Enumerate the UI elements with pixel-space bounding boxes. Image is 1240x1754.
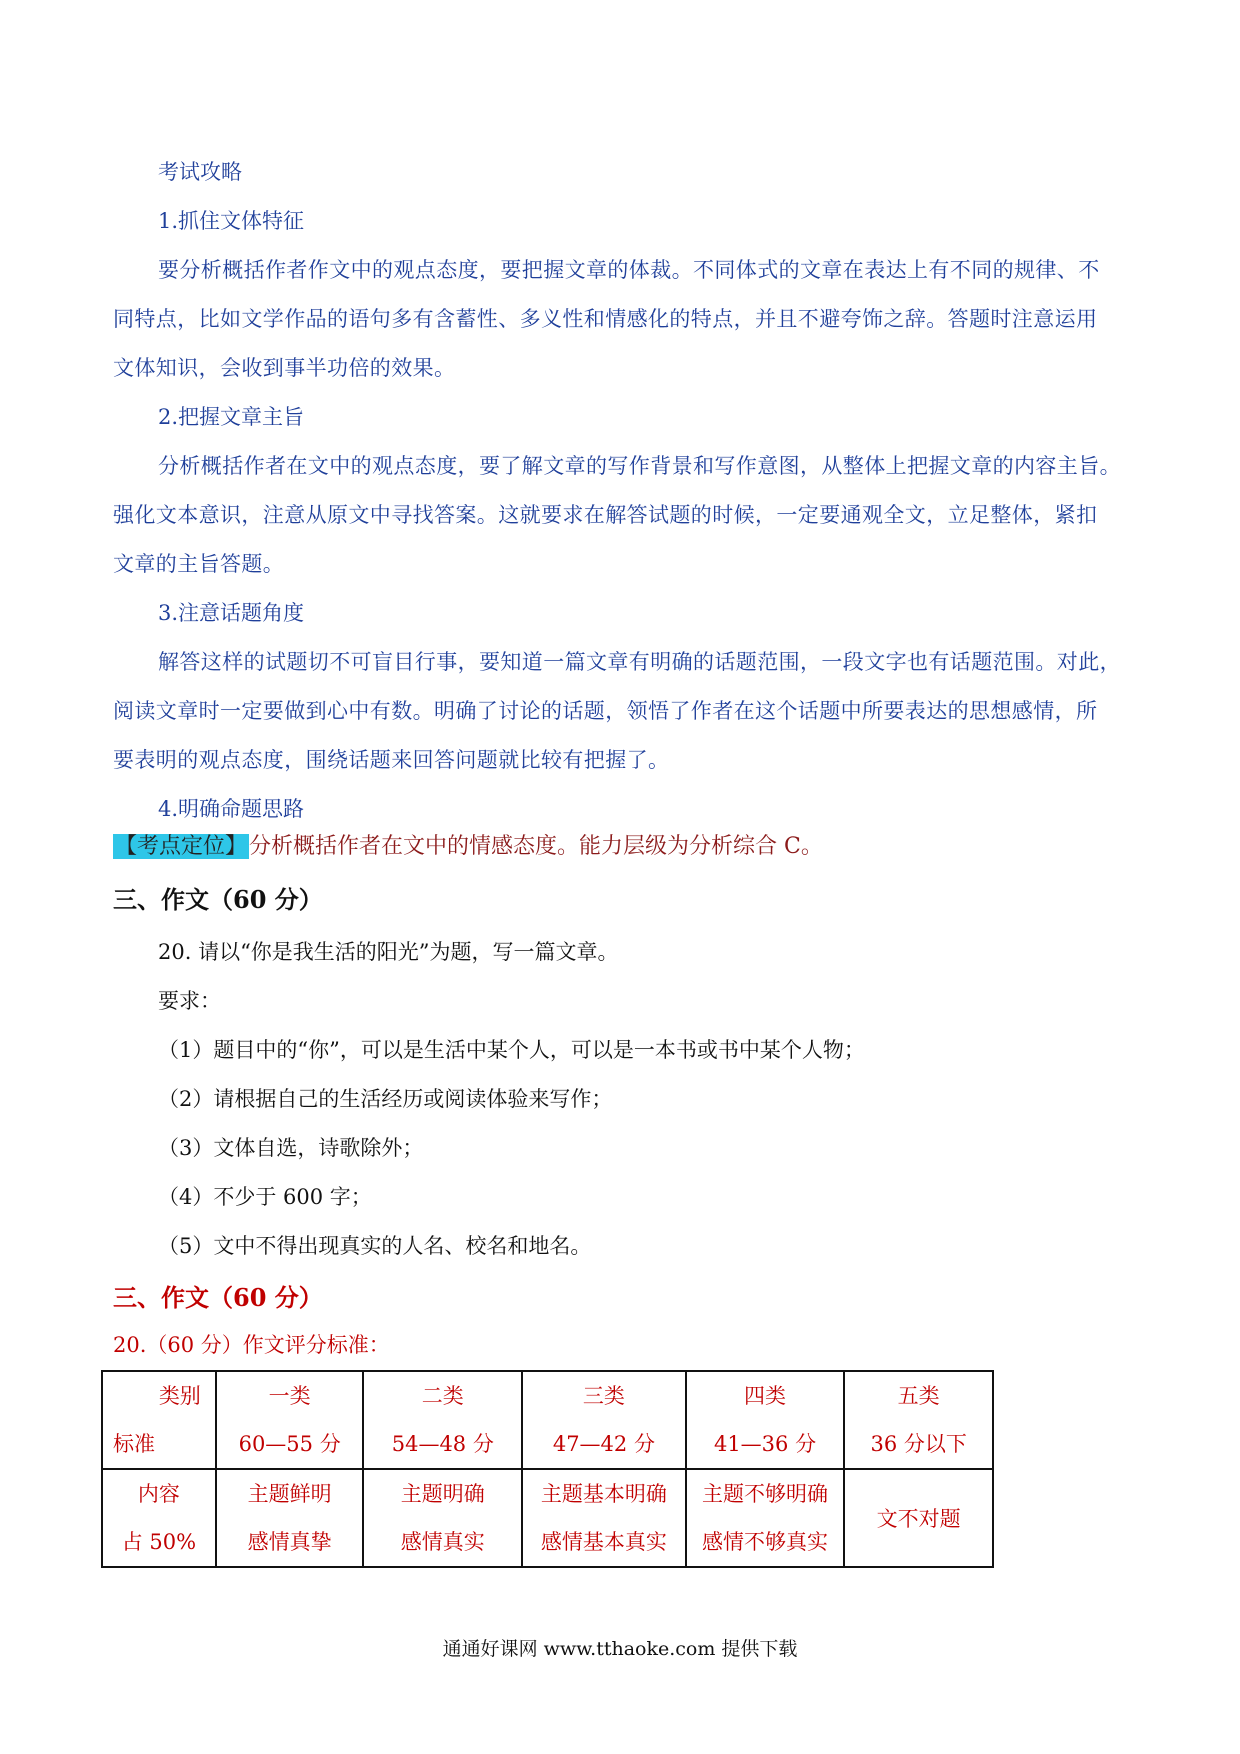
strategy-p3-line1: 解答这样的试题切不可盲目行事，要知道一篇文章有明确的话题范围，一段文字也有话题范围。对此， <box>158 650 1121 674</box>
table-cell: 内容 占 50% <box>102 1469 216 1567</box>
strategy-p2-line2: 强化文本意识，注意从原文中寻找答案。这就要求在解答试题的时候，一定要通观全文，立足整体，紧扣 <box>113 503 1098 527</box>
table-cell: 文不对题 <box>844 1469 993 1567</box>
strategy-p4-title: 4.明确命题思路 <box>158 797 305 821</box>
strategy-p1-line1: 要分析概括作者作文中的观点态度，要把握文章的体裁。不同体式的文章在表达上有不同的规律、不 <box>158 258 1100 282</box>
strategy-p2-line3: 文章的主旨答题。 <box>113 552 285 576</box>
section3-question: 20. 请以“你是我生活的阳光”为题，写一篇文章。 <box>158 940 619 964</box>
answer-heading: 三、作文（60 分） <box>113 1283 323 1312</box>
table-row <box>102 1469 993 1567</box>
section3-req-label: 要求： <box>158 989 221 1013</box>
table-cell: 三类 47—42 分 <box>522 1371 686 1469</box>
section3-req5: （5）文中不得出现真实的人名、校名和地名。 <box>158 1234 592 1258</box>
table-cell: 类别 标准 <box>102 1371 216 1469</box>
strategy-p2-line1: 分析概括作者在文中的观点态度，要了解文章的写作背景和写作意图，从整体上把握文章的内容主旨。 <box>158 454 1121 478</box>
strategy-p1-line2: 同特点，比如文学作品的语句多有含蓄性、多义性和情感化的特点，并且不避夸饰之辞。答题时注意运用 <box>113 307 1098 331</box>
table-cell: 二类 54—48 分 <box>363 1371 522 1469</box>
scoring-table <box>101 1370 994 1568</box>
kaodian-tag: 【考点定位】 <box>115 834 248 859</box>
section3-req3: （3）文体自选，诗歌除外； <box>158 1136 424 1160</box>
table-cell: 主题不够明确 感情不够真实 <box>686 1469 845 1567</box>
strategy-p3-line3: 要表明的观点态度，围绕话题来回答问题就比较有把握了。 <box>113 748 670 772</box>
table-cell: 五类 36 分以下 <box>844 1371 993 1469</box>
strategy-p1-line3: 文体知识，会收到事半功倍的效果。 <box>113 356 456 380</box>
page-footer: 通通好课网 www.tthaoke.com 提供下载 <box>442 1638 798 1660</box>
kaodian-text: 分析概括作者在文中的情感态度。能力层级为分析综合 C。 <box>249 834 823 859</box>
strategy-p2-title: 2.把握文章主旨 <box>158 405 305 429</box>
table-cell: 四类 41—36 分 <box>686 1371 845 1469</box>
table-row <box>102 1371 993 1469</box>
strategy-title: 考试攻略 <box>158 160 242 184</box>
table-cell: 主题明确 感情真实 <box>363 1469 522 1567</box>
table-cell: 主题基本明确 感情基本真实 <box>522 1469 686 1567</box>
section3-heading: 三、作文（60 分） <box>113 885 323 914</box>
strategy-p3-title: 3.注意话题角度 <box>158 601 305 625</box>
section3-req2: （2）请根据自己的生活经历或阅读体验来写作； <box>158 1087 613 1111</box>
answer-subheading: 20.（60 分）作文评分标准： <box>113 1333 390 1357</box>
section3-req1: （1）题目中的“你”，可以是生活中某个人，可以是一本书或书中某个人物； <box>158 1038 865 1062</box>
strategy-p1-title: 1.抓住文体特征 <box>158 209 305 233</box>
table-cell: 一类 60—55 分 <box>216 1371 364 1469</box>
section3-req4: （4）不少于 600 字； <box>158 1185 372 1209</box>
table-cell: 主题鲜明 感情真挚 <box>216 1469 364 1567</box>
strategy-p3-line2: 阅读文章时一定要做到心中有数。明确了讨论的话题，领悟了作者在这个话题中所要表达的思想感情，所 <box>113 699 1098 723</box>
kaodian-line <box>113 832 823 862</box>
